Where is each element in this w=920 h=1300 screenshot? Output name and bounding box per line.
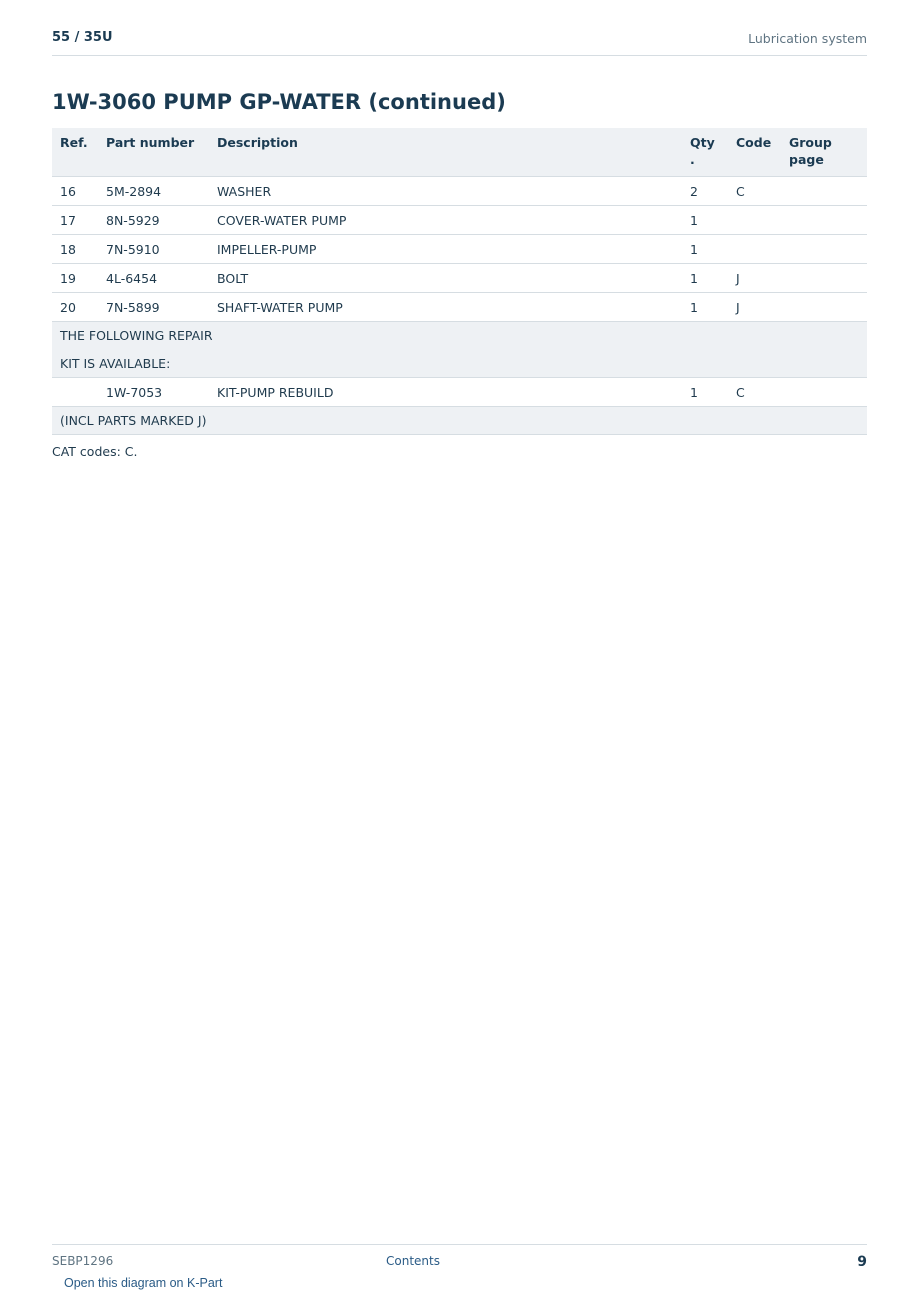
cell-qty: 2 [682,177,728,206]
cell-part-number: 1W-7053 [98,378,209,407]
cell-description: COVER-WATER PUMP [209,206,682,235]
cell-qty: 1 [682,264,728,293]
cell-code: C [728,177,781,206]
table-row [52,177,867,206]
cell-qty: 1 [682,378,728,407]
cell-ref: 17 [52,206,98,235]
cell-ref: 19 [52,264,98,293]
cell-ref: 18 [52,235,98,264]
cell-group-page [781,378,867,407]
header-group-line1: Group [789,135,832,150]
cell-part-number: 7N-5910 [98,235,209,264]
cell-description: KIT-PUMP REBUILD [209,378,682,407]
page-number: 9 [857,1254,867,1270]
header-code: Code [728,128,781,177]
cell-description: SHAFT-WATER PUMP [209,293,682,322]
header-group-line2: page [789,152,824,167]
cell-code: J [728,264,781,293]
document-id: SEBP1296 [52,1254,114,1268]
group-name: 1W-3060 PUMP GP-WATER [52,90,362,114]
page-footer [52,1244,867,1274]
table-row [52,206,867,235]
cell-qty: 1 [682,235,728,264]
note-row [52,350,867,378]
section-name: Lubrication system [748,31,867,46]
cell-qty: 1 [682,293,728,322]
cell-code: J [728,293,781,322]
cell-group-page [781,264,867,293]
header-ref: Ref. [52,128,98,177]
header-qty [682,128,728,177]
table-row [52,235,867,264]
cell-code [728,206,781,235]
cell-description: IMPELLER-PUMP [209,235,682,264]
header-qty-line2: . [690,152,695,167]
cell-part-number: 8N-5929 [98,206,209,235]
cell-group-page [781,206,867,235]
table-row [52,264,867,293]
cell-code: C [728,378,781,407]
kpart-link[interactable]: Open this diagram on K-Part [64,1276,223,1290]
table-header-row [52,128,867,177]
cell-group-page [781,235,867,264]
kit-row [52,378,867,407]
cell-description: BOLT [209,264,682,293]
cell-part-number: 5M-2894 [98,177,209,206]
cell-ref: 20 [52,293,98,322]
note-text: THE FOLLOWING REPAIR [52,322,867,350]
cell-qty: 1 [682,206,728,235]
contents-link[interactable]: Contents [386,1254,440,1268]
cell-part-number: 7N-5899 [98,293,209,322]
cell-description: WASHER [209,177,682,206]
table-row [52,293,867,322]
note-text: (INCL PARTS MARKED J) [52,407,867,435]
parts-table [52,128,867,435]
header-description: Description [209,128,682,177]
cell-group-page [781,293,867,322]
cell-group-page [781,177,867,206]
cell-ref [52,378,98,407]
model-label: 55 / 35U [52,30,113,45]
note-row [52,322,867,350]
page-title [52,90,506,114]
cell-ref: 16 [52,177,98,206]
header-group-page [781,128,867,177]
cell-code [728,235,781,264]
title-suffix: (continued) [361,90,506,114]
cat-codes: CAT codes: C. [52,444,138,459]
header-qty-line1: Qty [690,135,715,150]
page-header [52,28,867,56]
header-part-number: Part number [98,128,209,177]
note-text: KIT IS AVAILABLE: [52,350,867,378]
cell-part-number: 4L-6454 [98,264,209,293]
note-row [52,407,867,435]
